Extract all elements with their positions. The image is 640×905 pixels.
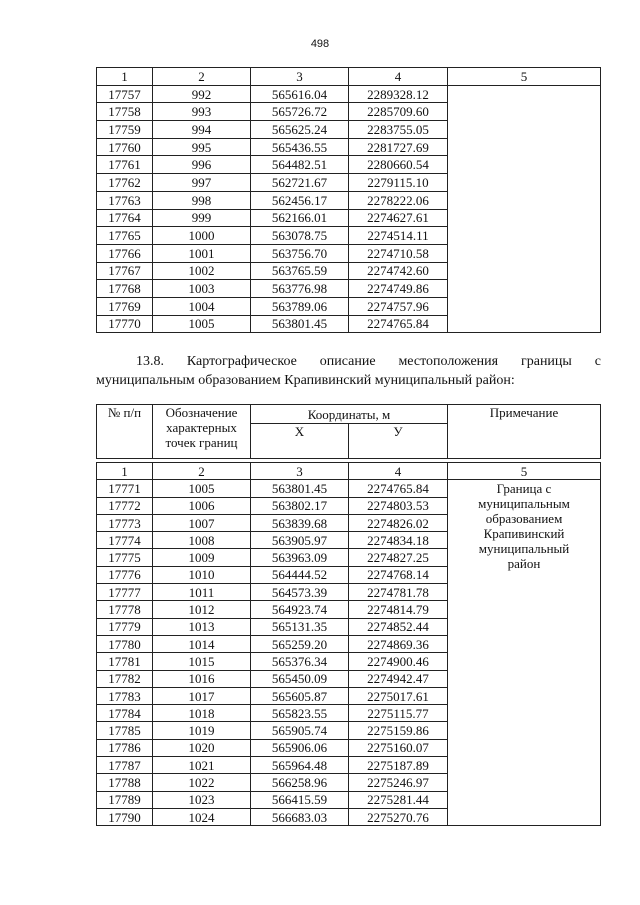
table-cell: 17779	[97, 618, 153, 635]
header-cell: 2	[153, 68, 251, 86]
table-cell: 563802.17	[251, 497, 349, 514]
table-cell: 1003	[153, 280, 251, 298]
table-cell: 1014	[153, 635, 251, 652]
table-cell: 565616.04	[251, 85, 349, 103]
table-cell: 1024	[153, 808, 251, 825]
table-cell: 563801.45	[251, 480, 349, 497]
table-cell: 17758	[97, 103, 153, 121]
table-cell: 17773	[97, 514, 153, 531]
table-cell: 17763	[97, 191, 153, 209]
table-cell: 566258.96	[251, 774, 349, 791]
table-cell: 2274869.36	[349, 635, 448, 652]
table-cell: 17790	[97, 808, 153, 825]
table-cell: 999	[153, 209, 251, 227]
table-cell: 1009	[153, 549, 251, 566]
table-cell: 564444.52	[251, 566, 349, 583]
table-cell: 563776.98	[251, 280, 349, 298]
col-designation-header	[153, 405, 251, 459]
table-cell: 563963.09	[251, 549, 349, 566]
table-cell: 995	[153, 138, 251, 156]
paragraph-word: 13.8.	[136, 354, 164, 369]
table-cell: 17771	[97, 480, 153, 497]
table-cell: 2279115.10	[349, 174, 448, 192]
table-cell: 562721.67	[251, 174, 349, 192]
table-cell: 564923.74	[251, 601, 349, 618]
table-cell: 1005	[153, 480, 251, 497]
table-cell: 565436.55	[251, 138, 349, 156]
table-row	[97, 85, 601, 103]
table-cell: 2274514.11	[349, 227, 448, 245]
table-cell: 2274826.02	[349, 514, 448, 531]
table-cell: 17776	[97, 566, 153, 583]
coordinates-table-continued	[96, 67, 601, 333]
table-cell: 17783	[97, 687, 153, 704]
table-cell: 17766	[97, 244, 153, 262]
table-cell: 1015	[153, 653, 251, 670]
table-cell: 17772	[97, 497, 153, 514]
table-cell: 17788	[97, 774, 153, 791]
paragraph-line-1	[96, 352, 601, 371]
table-cell: 1010	[153, 566, 251, 583]
table-cell: 2278222.06	[349, 191, 448, 209]
note-line: район	[507, 556, 541, 572]
table-cell: 562456.17	[251, 191, 349, 209]
table-cell: 1023	[153, 791, 251, 808]
table-cell: 1005	[153, 315, 251, 333]
header-cell: 4	[349, 68, 448, 86]
table-cell: 2274749.86	[349, 280, 448, 298]
table-cell: 564573.39	[251, 584, 349, 601]
table-cell: 2274768.14	[349, 566, 448, 583]
table-cell: 17767	[97, 262, 153, 280]
table-cell: 2274814.79	[349, 601, 448, 618]
paragraph-word: границы	[520, 354, 572, 369]
table-cell: 2274803.53	[349, 497, 448, 514]
designation-line: Обозначение	[165, 405, 238, 420]
table-cell: 1004	[153, 297, 251, 315]
table-cell: 17774	[97, 532, 153, 549]
table-cell: 17780	[97, 635, 153, 652]
table-cell: 17768	[97, 280, 153, 298]
col-x-header: X	[251, 424, 349, 459]
table-cell: 1022	[153, 774, 251, 791]
index-cell: 5	[448, 463, 601, 480]
table-cell: 563078.75	[251, 227, 349, 245]
table-cell: 2275115.77	[349, 705, 448, 722]
table-cell: 2281727.69	[349, 138, 448, 156]
table-cell: 563765.59	[251, 262, 349, 280]
index-cell: 1	[97, 463, 153, 480]
col-number-header: № п/п	[97, 405, 153, 459]
table-cell: 2275281.44	[349, 791, 448, 808]
paragraph-line-2: муниципальным образованием Крапивинский муниципальный район:	[96, 373, 515, 388]
table-cell: 1020	[153, 739, 251, 756]
table-cell: 2274757.96	[349, 297, 448, 315]
table-cell: 2274900.46	[349, 653, 448, 670]
table-cell: 2274827.25	[349, 549, 448, 566]
table-cell: 17777	[97, 584, 153, 601]
table-cell: 17775	[97, 549, 153, 566]
header-cell: 1	[97, 68, 153, 86]
index-row	[97, 463, 601, 480]
header-cell: 5	[448, 68, 601, 86]
page-number: 498	[310, 38, 330, 50]
table-cell: 17764	[97, 209, 153, 227]
table-cell: 17770	[97, 315, 153, 333]
note-cell	[448, 480, 601, 826]
table-cell: 1018	[153, 705, 251, 722]
table-cell: 566415.59	[251, 791, 349, 808]
col-note-header: Примечание	[448, 405, 601, 459]
table-cell: 1011	[153, 584, 251, 601]
table-cell: 17789	[97, 791, 153, 808]
table-cell: 1021	[153, 757, 251, 774]
note-line: Крапивинский	[483, 526, 565, 542]
table-cell: 2274781.78	[349, 584, 448, 601]
table-cell: 17761	[97, 156, 153, 174]
table-cell: 1001	[153, 244, 251, 262]
table-cell: 562166.01	[251, 209, 349, 227]
table-cell: 565823.55	[251, 705, 349, 722]
table-cell: 2274742.60	[349, 262, 448, 280]
table-cell: 565964.48	[251, 757, 349, 774]
table-cell: 998	[153, 191, 251, 209]
table-cell: 17786	[97, 739, 153, 756]
table-cell: 17759	[97, 121, 153, 139]
table-row	[97, 480, 601, 497]
table-header-row	[97, 68, 601, 86]
table-cell: 2274765.84	[349, 480, 448, 497]
table-cell: 996	[153, 156, 251, 174]
table-cell: 563801.45	[251, 315, 349, 333]
table-cell: 1006	[153, 497, 251, 514]
note-line: Граница с	[496, 481, 552, 497]
section-paragraph	[96, 352, 601, 390]
header-cell: 3	[251, 68, 349, 86]
table-cell: 17769	[97, 297, 153, 315]
col-y-header: У	[349, 424, 448, 459]
table-cell: 1008	[153, 532, 251, 549]
table-cell: 17784	[97, 705, 153, 722]
table-cell: 2283755.05	[349, 121, 448, 139]
paragraph-word: Картографическое	[186, 354, 297, 369]
index-cell: 3	[251, 463, 349, 480]
table-cell: 563839.68	[251, 514, 349, 531]
table-cell: 17781	[97, 653, 153, 670]
table-cell: 1016	[153, 670, 251, 687]
table-cell: 17757	[97, 85, 153, 103]
table-cell: 17765	[97, 227, 153, 245]
note-cell	[448, 85, 601, 333]
table-cell: 2280660.54	[349, 156, 448, 174]
table-cell: 17787	[97, 757, 153, 774]
table-cell: 565905.74	[251, 722, 349, 739]
table-cell: 17778	[97, 601, 153, 618]
table-cell: 1019	[153, 722, 251, 739]
table-cell: 565131.35	[251, 618, 349, 635]
table-cell: 2274765.84	[349, 315, 448, 333]
table-cell: 997	[153, 174, 251, 192]
table-cell: 2285709.60	[349, 103, 448, 121]
table-cell: 2275270.76	[349, 808, 448, 825]
table-cell: 993	[153, 103, 251, 121]
table-cell: 17782	[97, 670, 153, 687]
table-head-row	[97, 405, 601, 424]
table-cell: 2275187.89	[349, 757, 448, 774]
table-cell: 2275246.97	[349, 774, 448, 791]
table-cell: 1012	[153, 601, 251, 618]
table-cell: 565376.34	[251, 653, 349, 670]
table-cell: 563756.70	[251, 244, 349, 262]
table-cell: 992	[153, 85, 251, 103]
designation-line: характерных	[166, 420, 237, 435]
table-cell: 2289328.12	[349, 85, 448, 103]
table-cell: 1013	[153, 618, 251, 635]
col-coordinates-header: Координаты, м	[251, 405, 448, 424]
table-cell: 2274627.61	[349, 209, 448, 227]
designation-line: точек границ	[165, 435, 238, 450]
table-cell: 564482.51	[251, 156, 349, 174]
table-cell: 563789.06	[251, 297, 349, 315]
table-cell: 565450.09	[251, 670, 349, 687]
table-cell: 2274710.58	[349, 244, 448, 262]
paragraph-word: описание	[319, 354, 376, 369]
table-cell: 994	[153, 121, 251, 139]
index-cell: 2	[153, 463, 251, 480]
table-cell: 563905.97	[251, 532, 349, 549]
note-line: муниципальный	[478, 541, 570, 557]
table-cell: 17762	[97, 174, 153, 192]
table-cell: 566683.03	[251, 808, 349, 825]
table-cell: 565605.87	[251, 687, 349, 704]
table-cell: 2275159.86	[349, 722, 448, 739]
paragraph-word: местоположения	[398, 354, 499, 369]
table-cell: 2274852.44	[349, 618, 448, 635]
table-cell: 565625.24	[251, 121, 349, 139]
note-line: муниципальным	[478, 496, 570, 512]
table-cell: 17785	[97, 722, 153, 739]
paragraph-word: с	[594, 354, 601, 369]
index-cell: 4	[349, 463, 448, 480]
table-cell: 565906.06	[251, 739, 349, 756]
table-cell: 2275017.61	[349, 687, 448, 704]
table-cell: 1007	[153, 514, 251, 531]
table-cell: 1002	[153, 262, 251, 280]
table-cell: 2275160.07	[349, 739, 448, 756]
table-cell: 1017	[153, 687, 251, 704]
table-cell: 2274834.18	[349, 532, 448, 549]
boundary-coordinates-table	[96, 404, 601, 826]
table-cell: 1000	[153, 227, 251, 245]
note-line: образованием	[485, 511, 563, 527]
table-cell: 2274942.47	[349, 670, 448, 687]
table-cell: 17760	[97, 138, 153, 156]
table-cell: 565259.20	[251, 635, 349, 652]
table-cell: 565726.72	[251, 103, 349, 121]
